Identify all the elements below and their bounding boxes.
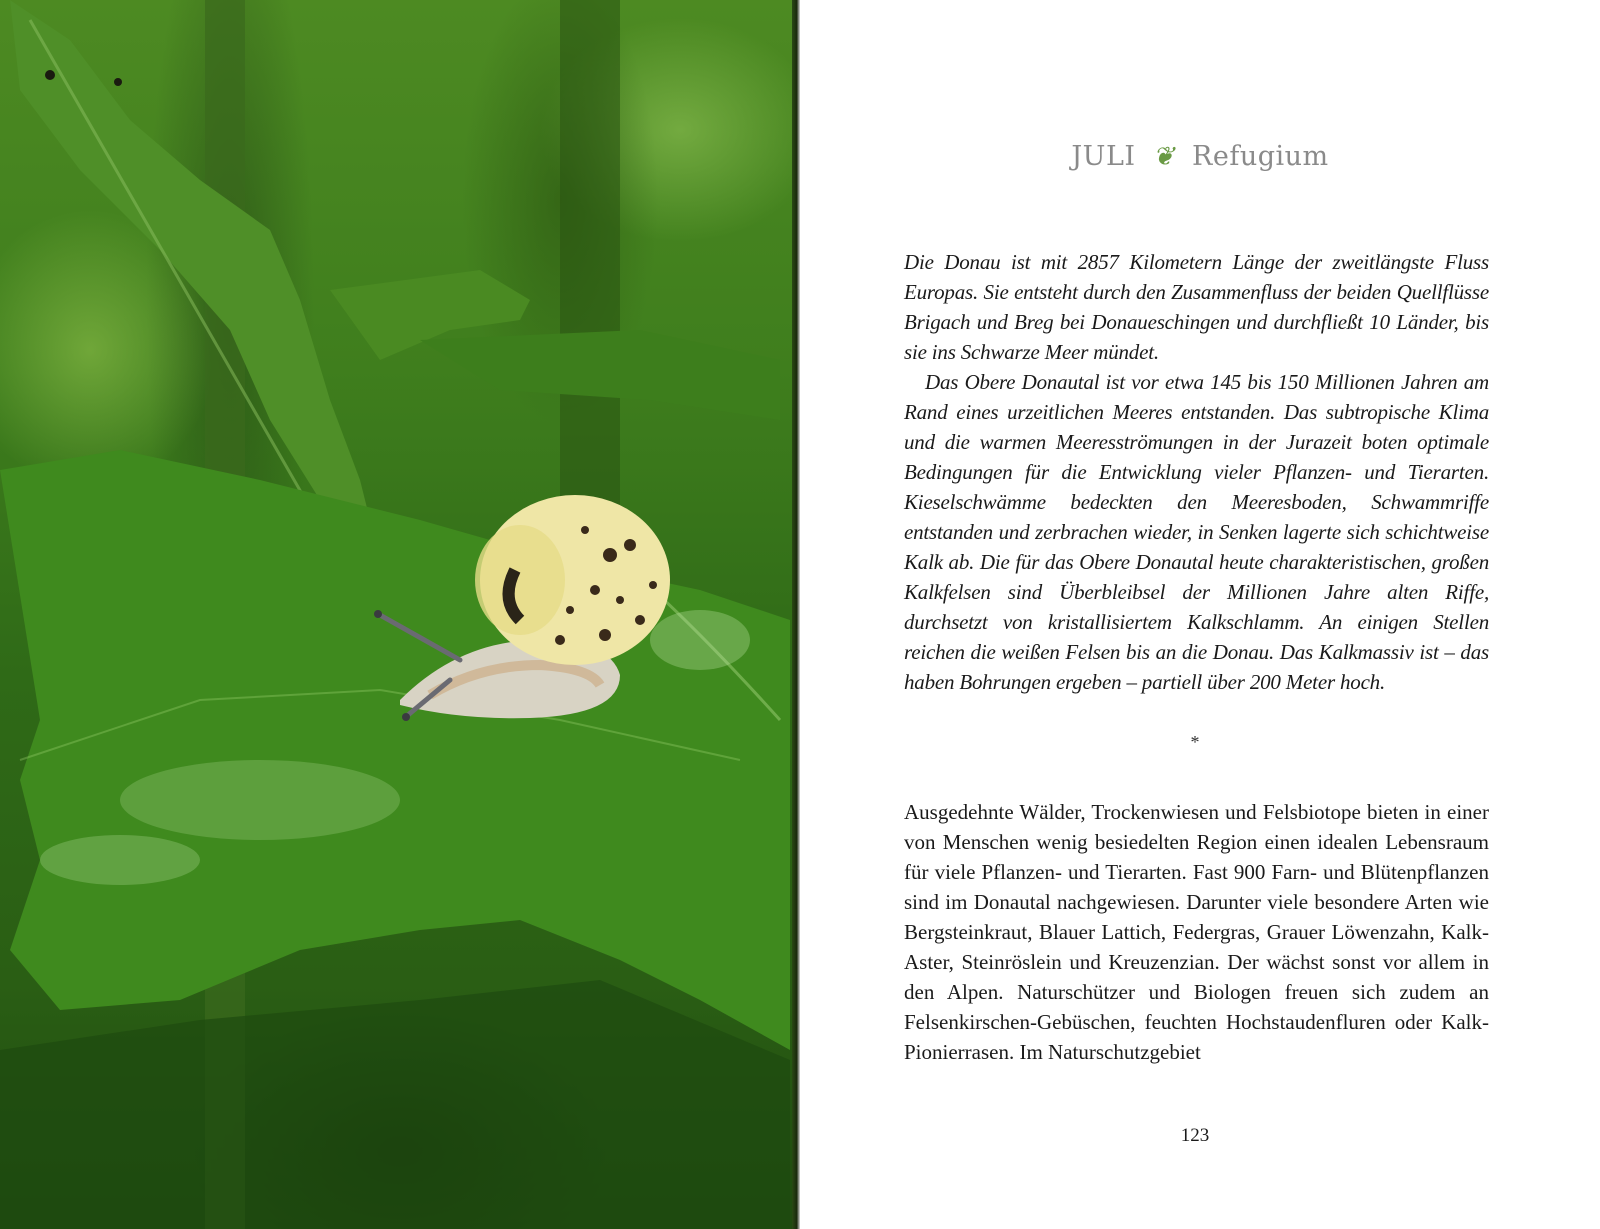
page-gutter: [792, 0, 800, 1229]
page-number: 123: [1180, 1125, 1210, 1146]
section-1-text: [904, 247, 1489, 697]
chapter-month: JULI: [1071, 141, 1136, 172]
paragraph: Das Obere Donautal ist vor etwa 145 bis 150 Millionen Jahren am Rand eines urzeitlichen Meeres entstanden. Das subtropische Klima und die warmen Meeresströmungen in der Jurazeit boten optimale Bedingungen für die Entwicklung vieler Pflanzen- und Tierarten. Kieselschwämme bedeckten den Meeresboden, Schwammriffe entstanden und zerbrachen wieder, in Senken lagerte sich schichtweise Kalk ab. Die für das Obere Donautal heute charakteristischen, großen Kalkfelsen sind Überbleibsel der Millionen Jahre alten Riffe, durchsetzt von kristallisiertem Kalkschlamm. An einigen Stellen reichen die weißen Felsen bis an die Donau. Das Kalkmassiv ist – das haben Bohrungen ergeben – partiell über 200 Meter hoch.: [904, 370, 1489, 694]
chapter-title: [800, 141, 1600, 172]
paragraph: Die Donau ist mit 2857 Kilometern Länge der zweitlängste Fluss Europas. Sie entsteht durch den Zusammenfluss der beiden Quellflüsse Brigach und Breg bei Donaueschingen und durchfließt 10 Länder, bis sie ins Schwarze Meer mündet.: [904, 250, 1489, 364]
paragraph: Ausgedehnte Wälder, Trockenwiesen und Felsbiotope bieten in einer von Menschen wenig besiedelten Region einen idealen Lebensraum für viele Pflanzen- und Tierarten. Fast 900 Farn- und Blütenpflanzen sind im Donautal nachgewiesen. Darunter viele besondere Arten wie Bergsteinkraut, Blauer Lattich, Federgras, Grauer Löwenzahn, Kalk-Aster, Steinröslein und Kreuzenzian. Der wächst sonst vor allem in den Alpen. Naturschützer und Biologen freuen sich zudem an Felsenkirschen-Gebüschen, feuchten Hochstaudenfluren oder Kalk-Pionierrasen. Im Naturschutzgebiet: [904, 800, 1489, 1064]
section-2-text: [904, 797, 1489, 1067]
leaf-ornament-icon: ❦: [1152, 142, 1175, 172]
section-separator: *: [1190, 732, 1200, 752]
chapter-name: Refugium: [1192, 141, 1329, 172]
snail-icon: [370, 490, 690, 740]
